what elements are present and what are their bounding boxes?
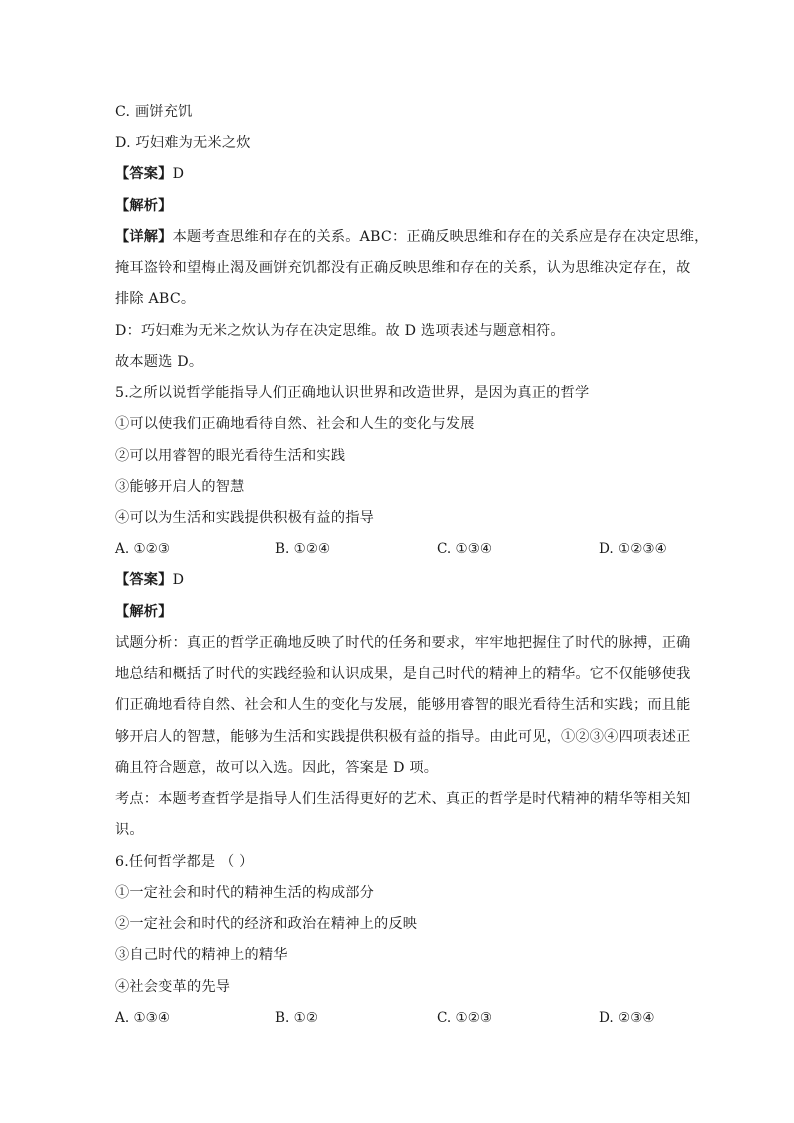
q5-item: ③能够开启人的智慧: [115, 479, 245, 495]
q5-analysis-line: 们正确地看待自然、社会和人生的变化与发展，能够用睿智的眼光看待生活和实践；而且能: [115, 697, 691, 713]
q6-option-c: C. ①②③: [437, 1010, 493, 1026]
q6-option-d: D. ②③④: [599, 1010, 655, 1026]
answer-label: 【答案】: [115, 572, 173, 588]
q5-option-c: C. ①③④: [437, 541, 493, 557]
q5-item: ②可以用睿智的眼光看待生活和实践: [115, 448, 346, 464]
q4-detail-line: 掩耳盗铃和望梅止渴及画饼充饥都没有正确反映思维和存在的关系，认为思维决定存在，故: [115, 260, 691, 276]
answer-value: D: [172, 572, 185, 588]
detail-label: 【详解】: [115, 229, 173, 245]
q4-option-d: D. 巧妇难为无米之炊: [115, 135, 251, 151]
q6-item: ①一定社会和时代的精神生活的构成部分: [115, 885, 374, 901]
q6-option-a: A. ①③④: [115, 1010, 171, 1026]
q5-analysis-line: 识。: [115, 822, 144, 838]
q5-answer: [115, 570, 685, 590]
q4-detail-line: 排除 ABC。: [115, 291, 196, 307]
q5-analysis-line: 地总结和概括了时代的实践经验和认识成果，是自己时代的精神上的精华。它不仅能够使我: [115, 666, 691, 682]
answer-label: 【答案】: [115, 166, 173, 182]
q4-detail-line: [115, 227, 709, 247]
answer-value: D: [172, 166, 185, 182]
q6-item: ②一定社会和时代的经济和政治在精神上的反映: [115, 916, 418, 932]
q4-detail-line: D：巧妇难为无米之炊认为存在决定思维。故 D 选项表述与题意相符。: [115, 323, 565, 339]
q6-option-b: B. ①②: [275, 1010, 319, 1026]
q5-analysis-line: 考点：本题考查哲学是指导人们生活得更好的艺术、真正的哲学是时代精神的精华等相关知: [115, 791, 691, 807]
q5-item: ④可以为生活和实践提供积极有益的指导: [115, 510, 374, 526]
q5-item: ①可以使我们正确地看待自然、社会和人生的变化与发展: [115, 416, 475, 432]
q5-analysis-line: 试题分析：真正的哲学正确地反映了时代的任务和要求，牢牢地把握住了时代的脉搏，正确: [115, 635, 691, 651]
q4-analysis-label: 【解析】: [115, 198, 173, 214]
q5-analysis-line: 够开启人的智慧，能够为生活和实践提供积极有益的指导。由此可见，①②③④四项表述正: [115, 729, 691, 745]
q6-item: ④社会变革的先导: [115, 979, 231, 995]
q5-stem: 5.之所以说哲学能指导人们正确地认识世界和改造世界，是因为真正的哲学: [115, 385, 590, 401]
detail-text: 本题考查思维和存在的关系。ABC：正确反映思维和存在的关系应是存在决定思维，: [172, 229, 709, 245]
q4-answer: [115, 164, 685, 184]
q4-detail-line: 故本题选 D。: [115, 354, 204, 370]
q6-stem: 6.任何哲学都是 （ ）: [115, 854, 254, 870]
q4-option-c: C. 画饼充饥: [115, 104, 193, 120]
q5-option-b: B. ①②④: [275, 541, 331, 557]
q5-analysis-line: 确且符合题意，故可以入选。因此，答案是 D 项。: [115, 760, 439, 776]
q5-option-d: D. ①②③④: [599, 541, 667, 557]
q5-option-a: A. ①②③: [115, 541, 171, 557]
q5-analysis-label: 【解析】: [115, 604, 173, 620]
q6-item: ③自己时代的精神上的精华: [115, 947, 288, 963]
